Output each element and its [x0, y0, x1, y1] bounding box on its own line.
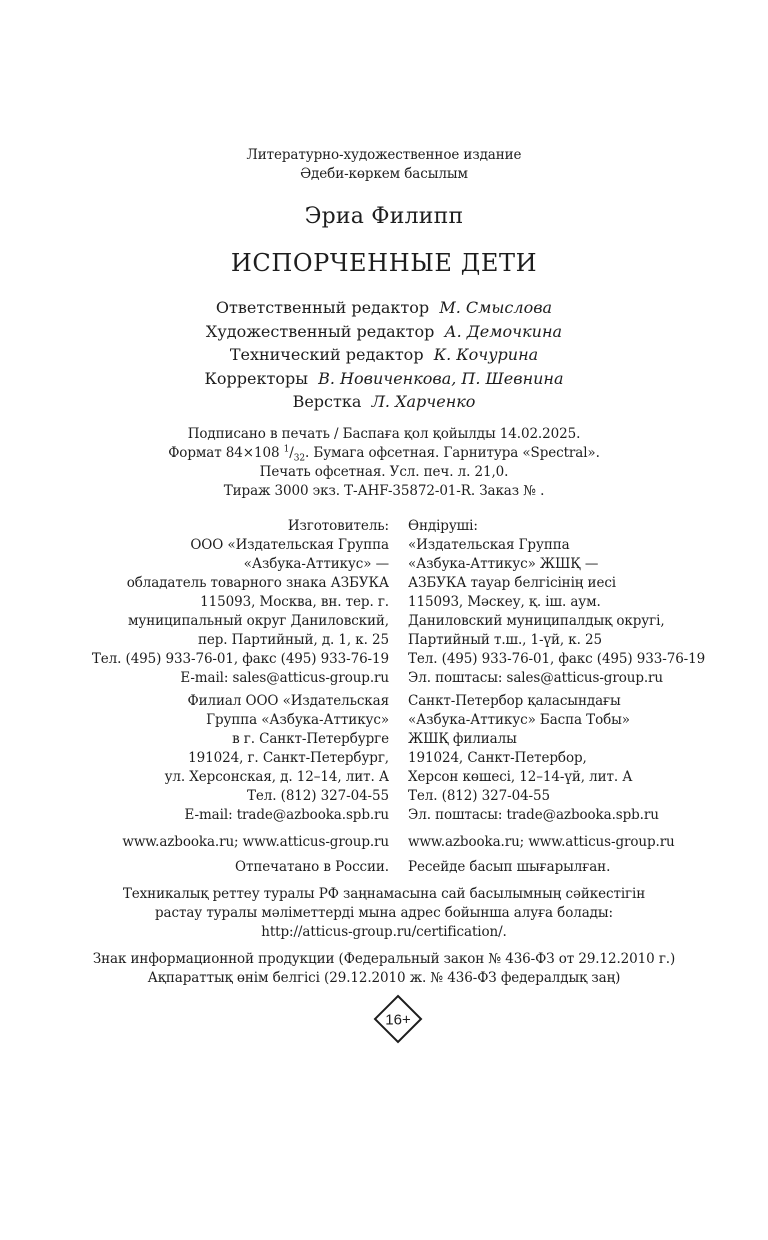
- branch-ru: Филиал ООО «Издательская Группа «Азбука-Аттикус» в г. Санкт-Петербурге 191024, г. Санкт-Петербург, ул. Херсонская, д. 12–14, лит. А Тел. (812) 327-04-55 E-mail: trade@azbooka.spb.ru: [164, 693, 389, 823]
- circulation-line: Тираж 3000 экз. Т-АНF-35872-01-R. Заказ № .: [223, 483, 545, 499]
- manufacturer-kz: Өндіруші: «Издательская Группа «Азбука-Аттикус» ЖШҚ — АЗБУКА тауар белгісінің иесі 115093, Мәскеу, қ. іш. аум. Даниловский муниципалдық округі, Партийный т.ш., 1-үй, к. 25 Тел. (495) 933-76-01, факс (495) 933-76-19 Эл. поштасы: sales@atticus-group.ru: [408, 518, 706, 686]
- certification-note: Техникалық реттеу туралы РФ заңнамасына сай басылымның сәйкестігін растау туралы мәліметтерді мына адрес бойынша алуға болады: http://atticus-group.ru/certification/.: [122, 886, 646, 940]
- website-kz: www.azbooka.ru; www.atticus-group.ru: [408, 834, 675, 850]
- author-name: Эриа Филипп: [304, 204, 464, 229]
- age-rating-label: 16+: [385, 1011, 411, 1029]
- printed-in-ru: Отпечатано в России.: [235, 859, 389, 875]
- printed-in-kz: Ресейде басып шығарылған.: [408, 859, 611, 875]
- credit-line: [0, 320, 768, 344]
- branch-kz: Санкт-Петербор қаласындағы «Азбука-Аттикус» Баспа Тобы» ЖШҚ филиалы 191024, Санкт-Петербор, Херсон көшесі, 12–14-үй, лит. А Тел. (812) 327-04-55 Эл. поштасы: trade@azbooka.spb.ru: [408, 693, 659, 823]
- credit-role: Ответственный редактор: [215, 298, 430, 317]
- credit-role: Художественный редактор: [205, 321, 435, 341]
- printing-line: Печать офсетная. Усл. печ. л. 21,0.: [259, 464, 509, 480]
- print-details: [0, 425, 768, 501]
- book-title: ИСПОРЧЕННЫЕ ДЕТИ: [230, 249, 538, 277]
- credit-line: [0, 296, 768, 320]
- credit-role: Верстка: [292, 392, 362, 411]
- format-line: Формат 84×108 $^1/_{32}$. Бумага офсетная. Гарнитура «Spectral».: [168, 444, 600, 464]
- website-ru: www.azbooka.ru; www.atticus-group.ru: [122, 834, 389, 850]
- signed-to-print: Подписано в печать / Баспаға қол қойылды 14.02.2025.: [187, 426, 581, 442]
- credit-line: [0, 343, 768, 367]
- credit-role: Технический редактор: [229, 345, 424, 364]
- credit-person: А. Демочкина: [444, 321, 563, 341]
- manufacturer-ru: Изготовитель: ООО «Издательская Группа «Азбука-Аттикус» — обладатель товарного знака АЗБУКА 115093, Москва, вн. тер. г. муниципальный округ Даниловский, пер. Партийный, д. 1, к. 25 Тел. (495) 933-76-01, факс (495) 933-76-19 E-mail: sales@atticus-group.ru: [91, 518, 389, 686]
- credits-list: [0, 296, 768, 414]
- credit-person: В. Новиченкова, П. Шевнина: [318, 368, 564, 388]
- credit-person: М. Смыслова: [439, 298, 553, 317]
- edition-type-kz: Әдеби-көркем басылым: [300, 166, 468, 182]
- edition-type-ru: Литературно-художественное издание: [246, 147, 522, 163]
- credit-line: [0, 367, 768, 391]
- credit-role: Корректоры: [204, 368, 308, 388]
- credit-person: К. Кочурина: [433, 345, 539, 364]
- age-rating-badge: [373, 994, 423, 1044]
- info-product-sign: Знак информационной продукции (Федеральный закон № 436-ФЗ от 29.12.2010 г.) Ақпараттық өнім белгісі (29.12.2010 ж. № 436-ФЗ федералдық заң): [92, 951, 676, 986]
- credit-person: Л. Харченко: [371, 392, 476, 411]
- credit-line: [0, 390, 768, 414]
- edition-type: [0, 146, 768, 184]
